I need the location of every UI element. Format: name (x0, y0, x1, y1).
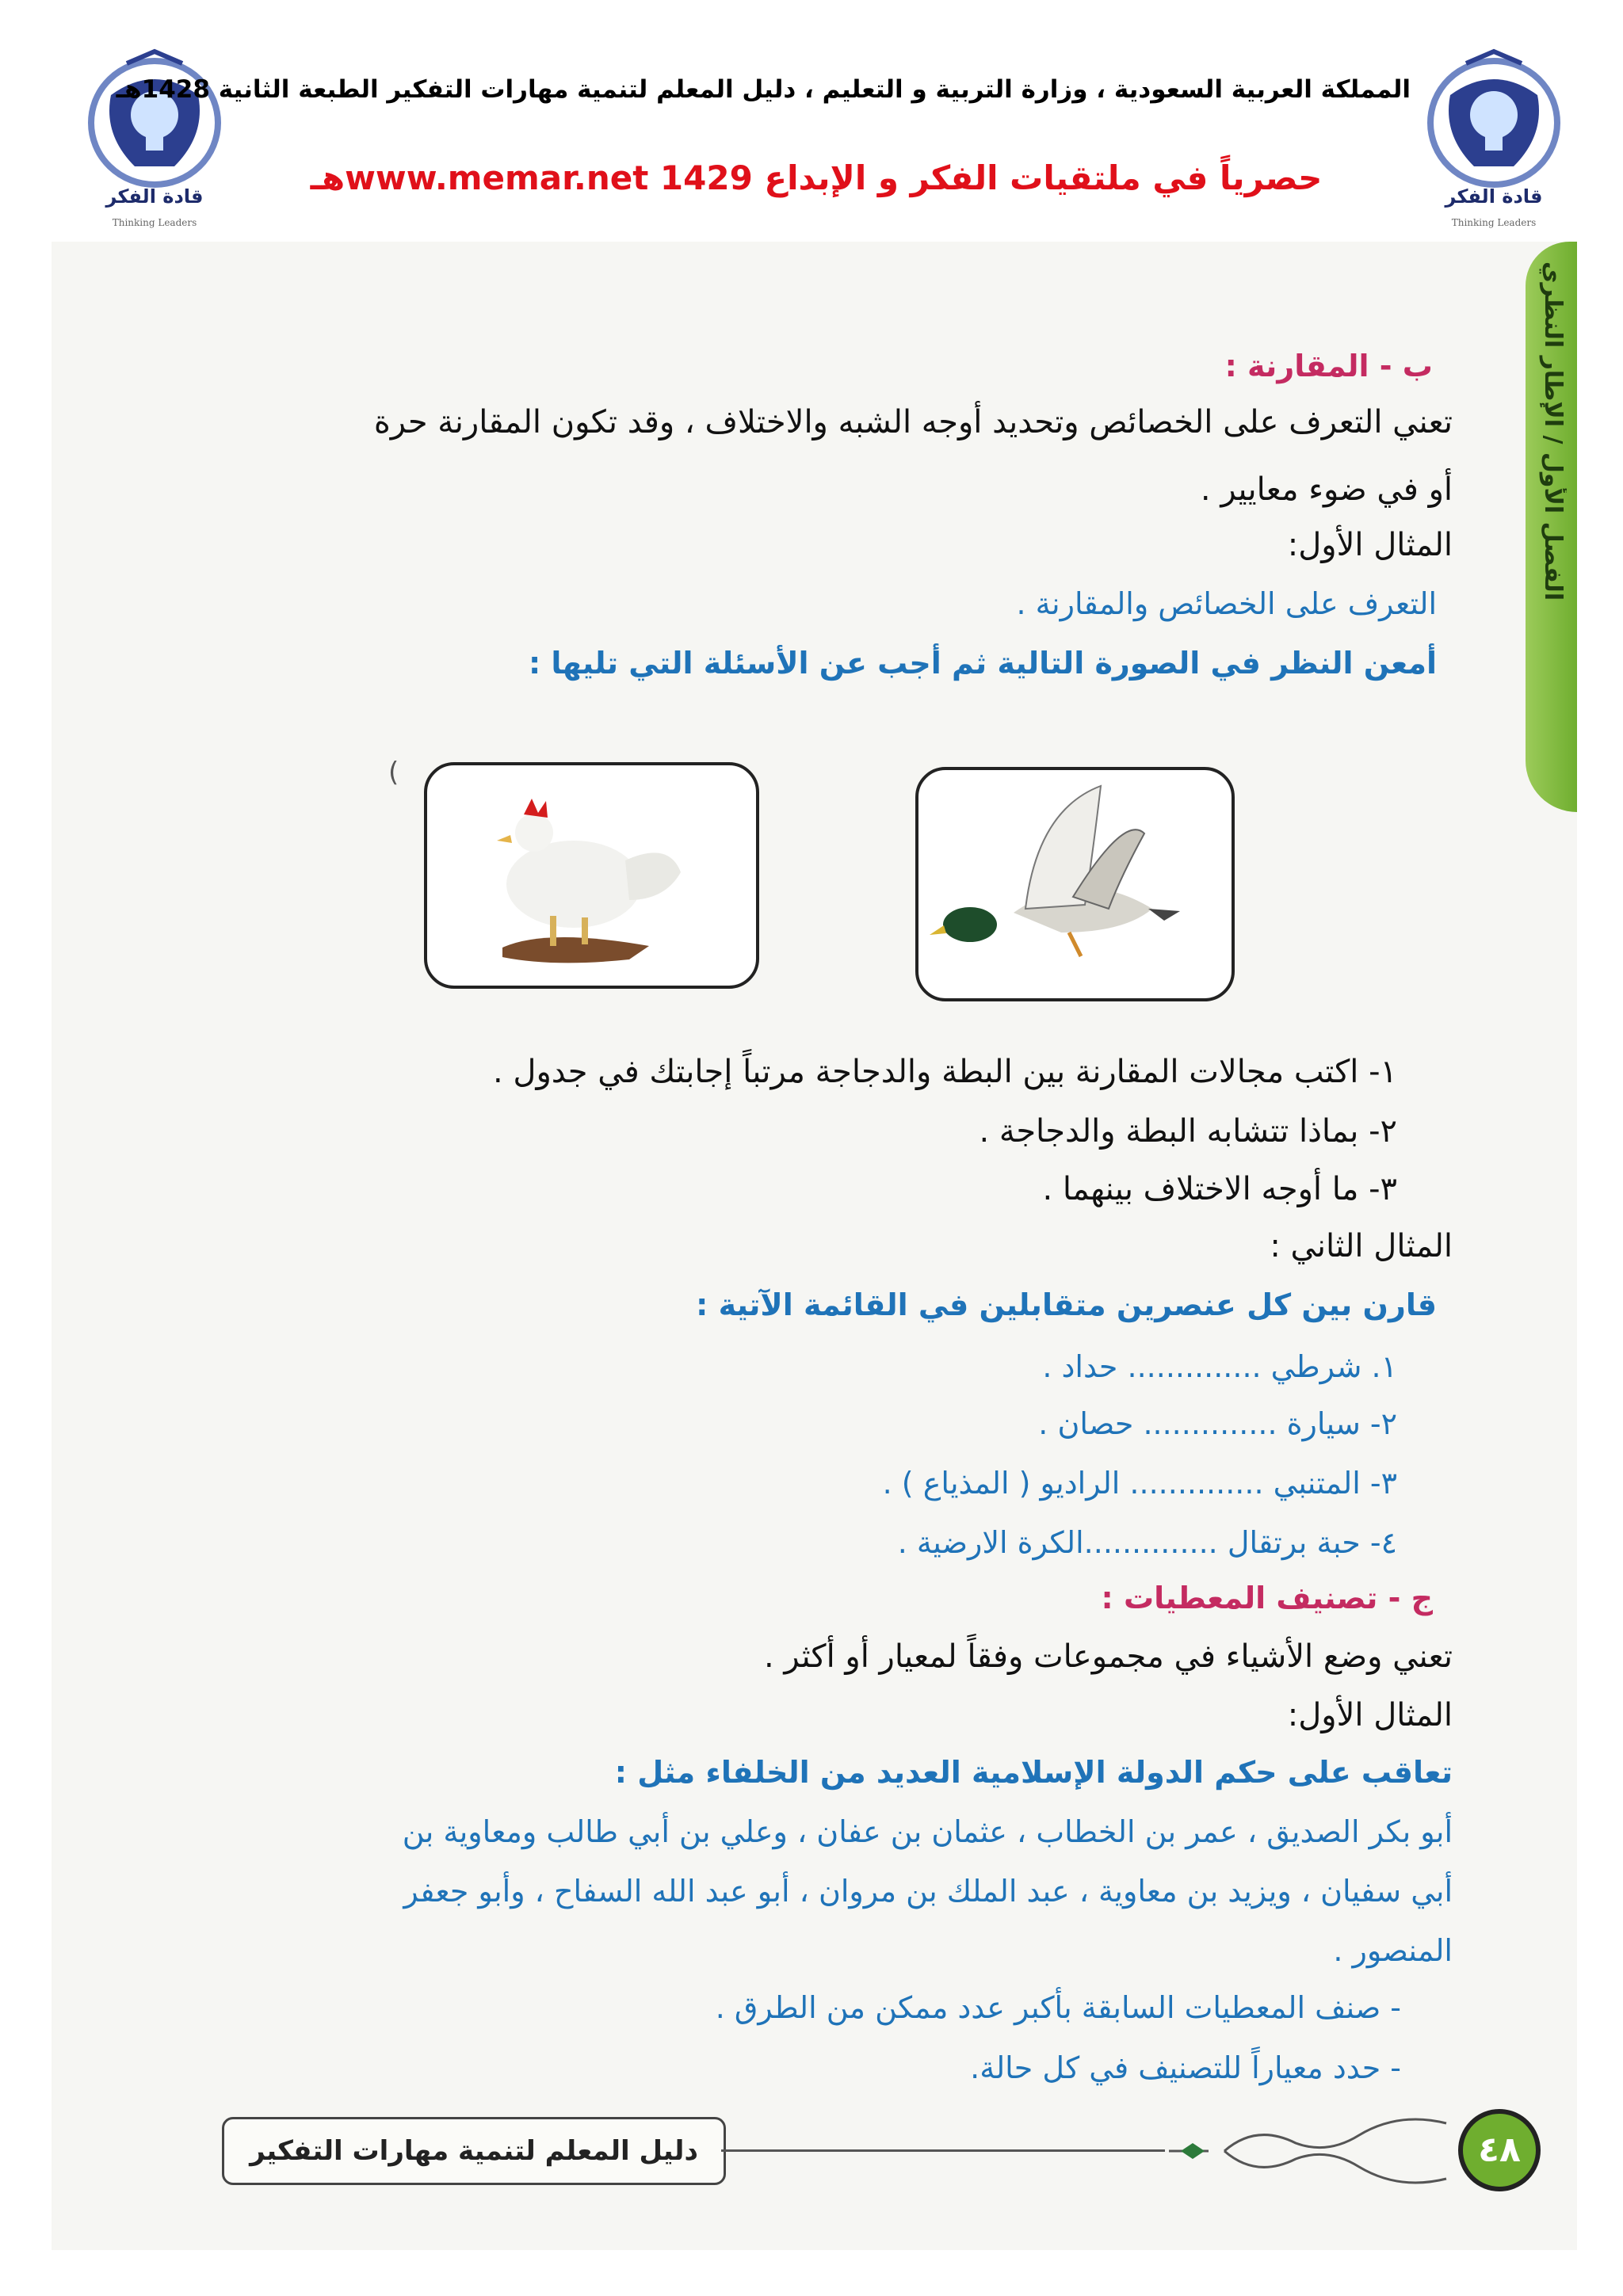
classification-task-2: - حدد معياراً للتصنيف في كل حالة. (970, 2050, 1401, 2085)
page-number: ٤٨ (1458, 2109, 1541, 2191)
example1-label: المثال الأول: (1287, 527, 1453, 563)
classification-task-1: - صنف المعطيات السابقة بأكبر عدد ممكن من الطرق . (715, 1990, 1401, 2025)
thinking-leaders-logo-left (79, 48, 230, 228)
logo-subcaption: Thinking Leaders (112, 217, 197, 228)
question-2: ٢- بماذا تتشابه البطة والدجاجة . (979, 1113, 1397, 1150)
thinking-leaders-logo-right (1419, 48, 1569, 228)
stray-mark: ) (388, 757, 399, 788)
page-header (0, 0, 1623, 238)
duck-image (918, 770, 1232, 998)
logo-subcaption: Thinking Leaders (1451, 217, 1537, 228)
header-website-line: حصرياً في ملتقيات الفكر و الإبداع www.memar.net 1429هـ (310, 158, 1323, 197)
compare-pair-3: ٣- المتنبي .............. الراديو ( المذياع ) . (882, 1466, 1397, 1501)
logo-caption: قادة الفكر (1445, 185, 1543, 208)
question-1: ١- اكتب مجالات المقارنة بين البطة والدجاجة مرتباً إجابتك في جدول . (492, 1054, 1397, 1090)
section-b-title: ب - المقارنة : (1224, 349, 1433, 383)
example2-label: المثال الثاني : (1270, 1228, 1453, 1264)
lightbulb-logo-icon (79, 48, 230, 190)
example1-title: التعرف على الخصائص والمقارنة . (1016, 586, 1437, 621)
footer-book-title: دليل المعلم لتنمية مهارات التفكير (222, 2117, 726, 2185)
header-ministry-line: المملكة العربية السعودية ، وزارة التربية و التعليم ، دليل المعلم لتنمية مهارات التفكير الطبعة الثانية 1428هـ (116, 75, 1411, 104)
section-c-title: ج - تصنيف المعطيات : (1101, 1581, 1433, 1615)
compare-pair-1: ١. شرطي .............. حداد . (1042, 1349, 1397, 1384)
footer-divider (721, 2149, 1165, 2152)
logo-caption: قادة الفكر (105, 185, 204, 208)
section-c-definition: تعني وضع الأشياء في مجموعات وفقاً لمعيار أو أكثر . (763, 1638, 1453, 1675)
question-3: ٣- ما أوجه الاختلاف بينهما . (1042, 1171, 1397, 1207)
duck-image-frame (915, 767, 1235, 1001)
example1-instruction: أمعن النظر في الصورة التالية ثم أجب عن الأسئلة التي تليها : (529, 646, 1437, 681)
section-c-example1-label: المثال الأول: (1287, 1697, 1453, 1733)
caliphs-intro: تعاقب على حكم الدولة الإسلامية العديد من الخلفاء مثل : (614, 1755, 1453, 1790)
section-b-definition-line2: أو في ضوء معايير . (1200, 471, 1453, 508)
footer-ornament-icon (1161, 2107, 1462, 2195)
caliphs-names-line1: أبو بكر الصديق ، عمر بن الخطاب ، عثمان بن عفان ، وعلي بن أبي طالب ومعاوية بن (402, 1814, 1453, 1849)
section-b-definition-line1: تعني التعرف على الخصائص وتحديد أوجه الشبه والاختلاف ، وقد تكون المقارنة حرة (373, 404, 1453, 441)
caliphs-names-line2: أبي سفيان ، ويزيد بن معاوية ، عبد الملك بن مروان ، أبو عبد الله السفاح ، وأبو جعفر (403, 1874, 1453, 1909)
chicken-image-frame (424, 762, 759, 989)
chicken-image (427, 765, 756, 986)
example2-instruction: قارن بين كل عنصرين متقابلين في القائمة الآتية : (696, 1287, 1437, 1322)
lightbulb-logo-icon (1419, 48, 1569, 190)
compare-pair-4: ٤- حبة برتقال ..............الكرة الارضية . (897, 1525, 1397, 1560)
compare-pair-2: ٢- سيارة .............. حصان . (1038, 1406, 1397, 1441)
chapter-side-tab-label: الفصل الأول / الإطار النظري (1539, 261, 1567, 601)
caliphs-names-line3: المنصور . (1333, 1933, 1453, 1968)
